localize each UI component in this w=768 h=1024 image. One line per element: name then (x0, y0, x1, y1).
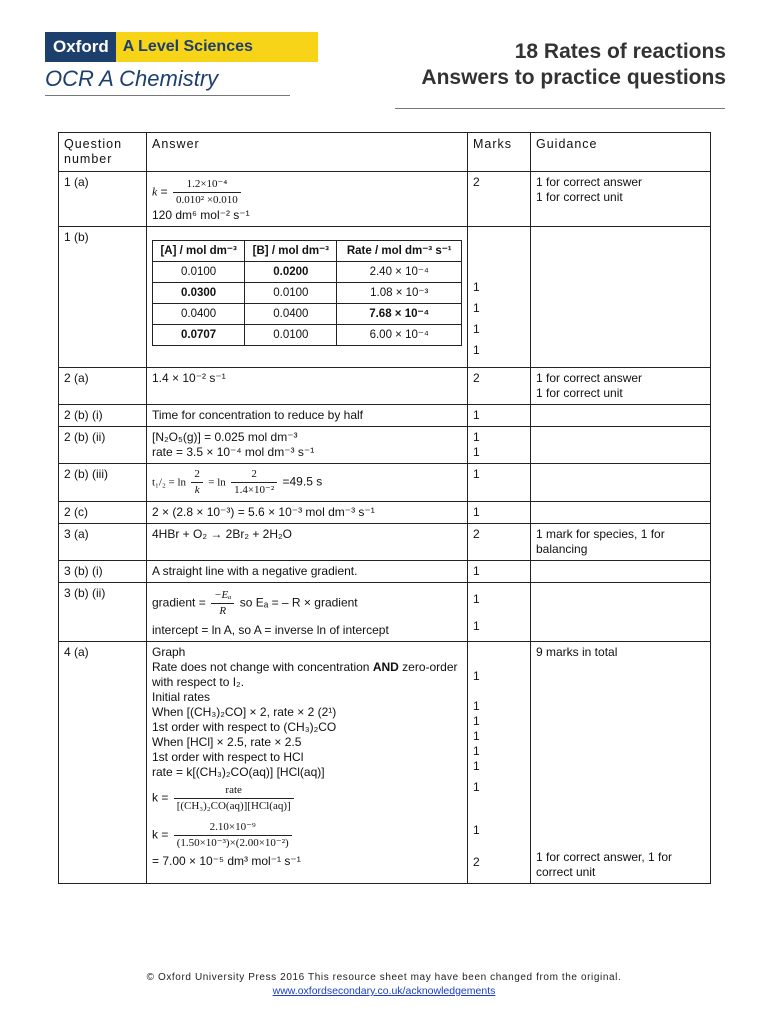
fraction (191, 467, 203, 498)
zero-order-text: zero-order with respect to I₂. (152, 660, 458, 689)
table-row (59, 502, 711, 524)
table-row (59, 368, 711, 405)
answer-line: rate = 3.5 × 10⁻⁴ mol dm⁻³ s⁻¹ (152, 445, 315, 459)
answer-line: Graph (152, 645, 186, 659)
table-row (59, 524, 711, 561)
question-cell: 2 (c) (59, 502, 147, 524)
marks-cell: 1 (468, 561, 531, 583)
table-row (59, 227, 711, 368)
inner-cell: 7.68 × 10⁻⁴ (337, 304, 462, 325)
answer-cell: 2 × (2.8 × 10⁻³) = 5.6 × 10⁻³ mol dm⁻³ s⁻¹ (147, 502, 468, 524)
inner-cell: 0.0707 (153, 325, 245, 346)
table-row (59, 583, 711, 642)
k-fraction (173, 177, 241, 208)
acknowledgements-link[interactable]: www.oxfordsecondary.co.uk/acknowledgements (272, 985, 496, 997)
fraction-numerator: 2 (251, 468, 257, 480)
answer-line: 1st order with respect to (CH₃)₂CO (152, 720, 337, 734)
inner-row (153, 304, 462, 325)
question-cell: 1 (a) (59, 172, 147, 227)
answer-cell: A straight line with a negative gradient. (147, 561, 468, 583)
page-title (421, 39, 726, 91)
mark-value: 1 (473, 343, 480, 357)
title-line-2: Answers to practice questions (421, 66, 726, 89)
answer-cell: Time for concentration to reduce by half (147, 405, 468, 427)
logo-series-text: A Level Sciences (116, 32, 318, 62)
answer-line: rate = k[(CH₃)₂CO(aq)] [HCl(aq)] (152, 765, 325, 779)
inner-row (153, 325, 462, 346)
answer-line (152, 660, 462, 690)
header-rule-right (395, 108, 725, 109)
mark-value: 1 (473, 744, 480, 758)
marks-cell (468, 642, 531, 884)
zero-order-text: Rate does not change with concentration (152, 660, 373, 674)
marks-cell: 2 (468, 172, 531, 227)
mark-value: 1 (473, 714, 480, 728)
mark-value: 1 (473, 729, 480, 743)
guidance-cell (531, 427, 711, 464)
answer-cell (147, 583, 468, 642)
guidance-cell: 1 mark for species, 1 for balancing (531, 524, 711, 561)
k-label: k = (152, 790, 169, 805)
answer-line: 1st order with respect to HCl (152, 750, 304, 764)
question-cell: 2 (b) (i) (59, 405, 147, 427)
question-cell: 2 (a) (59, 368, 147, 405)
question-cell: 3 (b) (ii) (59, 583, 147, 642)
marks-cell: 1 (468, 502, 531, 524)
inner-row (153, 262, 462, 283)
fraction-denominator: (1.50×10⁻³)×(2.00×10⁻²) (174, 835, 292, 851)
subject-title: OCR A Chemistry (45, 66, 219, 91)
inner-cell: 0.0100 (245, 283, 337, 304)
fraction-denominator: 1.4×10⁻² (231, 482, 277, 498)
col-answer: Answer (147, 133, 468, 172)
col-guidance: Guidance (531, 133, 711, 172)
answer-line: Initial rates (152, 690, 211, 704)
guidance-cell (531, 561, 711, 583)
answer-line: When [(CH₃)₂CO] × 2, rate × 2 (2¹) (152, 705, 337, 719)
mark-value: 1 (473, 669, 480, 683)
answer-unit: 120 dm⁶ mol⁻² s⁻¹ (152, 208, 250, 222)
inner-header: [A] / mol dm⁻³ (153, 241, 245, 262)
header-rule-left (45, 95, 290, 96)
mark-value: 1 (473, 445, 480, 459)
question-cell: 2 (b) (iii) (59, 464, 147, 502)
fraction-numerator: rate (225, 784, 242, 796)
fraction (174, 783, 294, 814)
title-line-1: 18 Rates of reactions (514, 40, 726, 63)
marks-cell: 1 (468, 464, 531, 502)
guidance-cell (531, 227, 711, 368)
fraction (174, 820, 292, 851)
inner-cell: 1.08 × 10⁻³ (337, 283, 462, 304)
mark-value: 1 (473, 619, 480, 633)
and-emphasis: AND (372, 660, 399, 674)
mark-value: 1 (473, 823, 480, 837)
inner-cell: 0.0400 (245, 304, 337, 325)
guidance-line: 1 for correct answer (536, 175, 643, 189)
table-row (59, 427, 711, 464)
mark-value: 1 (473, 780, 480, 794)
guidance-cell (531, 405, 711, 427)
inner-cell: 6.00 × 10⁻⁴ (337, 325, 462, 346)
mark-value: 1 (473, 301, 480, 315)
marks-cell: 2 (468, 524, 531, 561)
guidance-line: 1 for correct answer, 1 for correct unit (536, 850, 673, 879)
question-cell: 1 (b) (59, 227, 147, 368)
mark-value: 1 (473, 699, 480, 713)
fraction-numerator: 2.10×10⁻⁹ (209, 821, 256, 833)
inner-cell: 0.0100 (153, 262, 245, 283)
gradient-rest: so Eₐ = – R × gradient (239, 595, 358, 610)
table-row (59, 464, 711, 502)
answer-cell: 1.4 × 10⁻² s⁻¹ (147, 368, 468, 405)
mark-value: 1 (473, 430, 480, 444)
half-life-result: =49.5 s (282, 474, 323, 489)
inner-cell: 0.0200 (245, 262, 337, 283)
k-label: k = (152, 827, 169, 842)
guidance-cell (531, 642, 711, 884)
guidance-cell (531, 464, 711, 502)
inner-cell: 0.0300 (153, 283, 245, 304)
fraction (211, 588, 234, 619)
fraction-numerator: −Eₐ (214, 589, 232, 601)
mark-value: 1 (473, 592, 480, 606)
fraction-denominator: R (211, 603, 234, 619)
inner-header: [B] / mol dm⁻³ (245, 241, 337, 262)
table-row (59, 561, 711, 583)
mark-value: 1 (473, 759, 480, 773)
marks-cell: 2 (468, 368, 531, 405)
question-cell: 3 (b) (i) (59, 561, 147, 583)
guidance-line: 1 for correct unit (536, 386, 623, 400)
final-answer: = 7.00 × 10⁻⁵ dm³ mol⁻¹ s⁻¹ (152, 854, 301, 868)
half-life-label: t₁/₂ = ln (152, 476, 187, 489)
guidance-line: 9 marks in total (536, 645, 618, 659)
fraction-denominator: k (191, 482, 203, 498)
marks-cell: 1 (468, 405, 531, 427)
table-row (59, 642, 711, 884)
marks-cell (468, 427, 531, 464)
copyright-notice: © Oxford University Press 2016 This resource sheet may have been changed from the original. (146, 972, 622, 983)
answer-cell (147, 427, 468, 464)
fraction (231, 467, 277, 498)
marks-cell (468, 227, 531, 368)
table-row (59, 172, 711, 227)
marks-cell (468, 583, 531, 642)
inner-header: Rate / mol dm⁻³ s⁻¹ (337, 241, 462, 262)
gradient-label: gradient = (152, 595, 206, 610)
mark-value: 2 (473, 855, 480, 869)
fraction-numerator: 2 (194, 468, 200, 480)
guidance-line: 1 for correct answer (536, 371, 643, 385)
inner-cell: 0.0400 (153, 304, 245, 325)
answers-table (58, 132, 711, 884)
mark-value: 1 (473, 280, 480, 294)
rates-data-table (152, 240, 462, 346)
inner-cell: 2.40 × 10⁻⁴ (337, 262, 462, 283)
question-cell: 2 (b) (ii) (59, 427, 147, 464)
answer-line: [N₂O₅(g)] = 0.025 mol dm⁻³ (152, 430, 298, 444)
intercept-line: intercept = ln A, so A = inverse ln of intercept (152, 623, 389, 637)
guidance-cell (531, 583, 711, 642)
answer-cell (147, 227, 468, 368)
question-cell: 3 (a) (59, 524, 147, 561)
mark-value: 1 (473, 322, 480, 336)
answer-cell: 4HBr + O₂ → 2Br₂ + 2H₂O (147, 524, 468, 561)
guidance-line: 1 for correct unit (536, 190, 623, 204)
oxford-logo (45, 32, 318, 62)
k-denominator: 0.010² ×0.010 (173, 192, 241, 208)
table-row (59, 405, 711, 427)
guidance-cell (531, 172, 711, 227)
fraction-denominator: [(CH₃)₂CO(aq)][HCl(aq)] (174, 798, 294, 814)
answer-line: When [HCl] × 2.5, rate × 2.5 (152, 735, 302, 749)
header-row (59, 133, 711, 172)
answer-cell (147, 642, 468, 884)
answer-cell (147, 464, 468, 502)
ln-label: = ln (208, 476, 226, 489)
inner-cell: 0.0100 (245, 325, 337, 346)
col-marks: Marks (468, 133, 531, 172)
answer-cell: k = $\frac{\text{1.2×10⁻⁴}}{\text{0.010² ×0.010}}$ 120 dm⁶ mol⁻² s⁻¹ (147, 172, 468, 227)
inner-row (153, 283, 462, 304)
question-cell: 4 (a) (59, 642, 147, 884)
guidance-cell (531, 368, 711, 405)
k-numerator: 1.2×10⁻⁴ (186, 178, 228, 190)
guidance-cell (531, 502, 711, 524)
logo-oxford-text: Oxford (45, 32, 116, 62)
col-question: Question number (59, 133, 147, 172)
